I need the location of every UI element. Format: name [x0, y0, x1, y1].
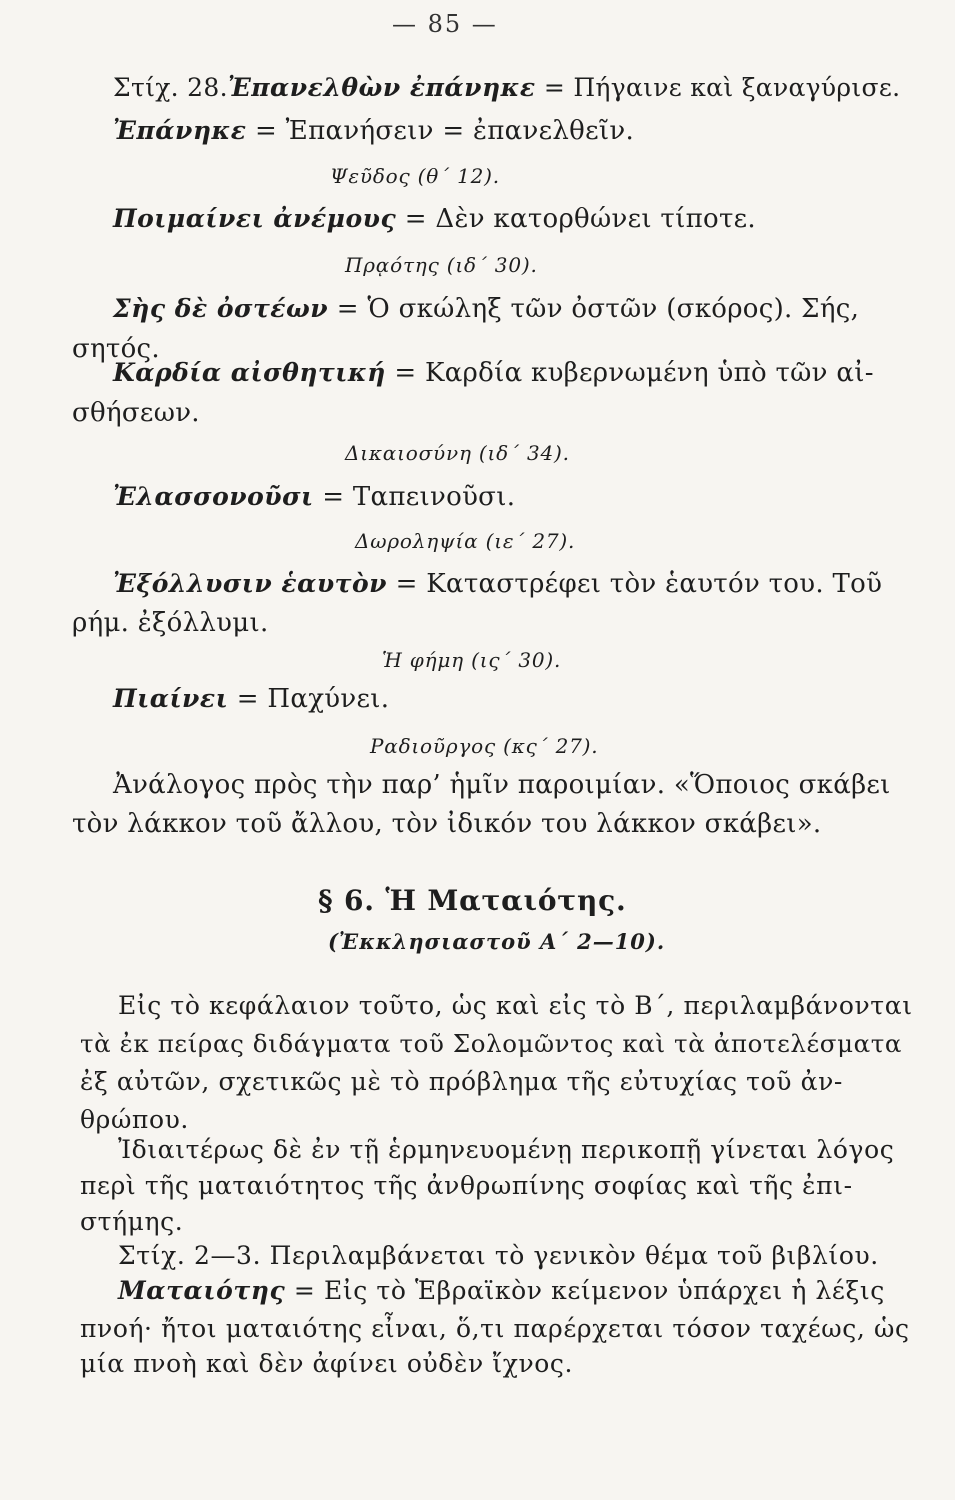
- section-heading-dorolipsia: Δωροληψία (ιε΄ 27).: [355, 529, 576, 553]
- headword: Πιαίνει: [113, 684, 229, 713]
- body-line: τὰ ἐκ πείρας διδάγματα τοῦ Σολομῶντος καὶ τὰ ἀποτελέσματα: [80, 1029, 903, 1058]
- body-line: Ἰδιαιτέρως δὲ ἐν τῇ ἑρμηνευομένῃ περικοπῇ γίνεται λόγος: [118, 1135, 895, 1164]
- definition: = Καταστρέφει τὸν ἑαυτόν του. Τοῦ: [387, 569, 883, 599]
- headword: Ποιμαίνει ἀνέμους: [113, 204, 397, 233]
- entry-sis-continued: σητός.: [72, 334, 160, 364]
- body-line: πνοή· ἤτοι ματαιότης εἶναι, ὅ,τι παρέρχεται τόσον ταχέως, ὡς: [80, 1314, 910, 1343]
- section-heading-pseudos: Ψεῦδος (θ΄ 12).: [330, 164, 500, 188]
- entry-exollysin: [113, 568, 882, 600]
- entry-piainei: [113, 683, 389, 715]
- headword: Ἐπάνηκε: [113, 116, 247, 145]
- entry-stix-28: [113, 72, 900, 104]
- headword: Σὴς δὲ ὀστέων: [113, 294, 329, 323]
- headword: Ἐπανελθὼν ἐπάνηκε: [227, 73, 536, 102]
- section-heading-praotis: Πρᾳότης (ιδ΄ 30).: [345, 253, 538, 277]
- definition: = Πήγαινε καὶ ξαναγύρισε.: [535, 73, 901, 102]
- chapter-subtitle: (Ἐκκλησιαστοῦ Α΄ 2—10).: [328, 929, 666, 954]
- entry-exollysin-continued: ρήμ. ἐξόλλυμι.: [72, 608, 269, 638]
- body-line: μία πνοὴ καὶ δὲν ἀφίνει οὐδὲν ἴχνος.: [80, 1349, 574, 1378]
- section-heading-dikaiosyni: Δικαιοσύνη (ιδ΄ 34).: [345, 441, 570, 465]
- verse-ref: Στίχ. 28.: [113, 73, 228, 102]
- entry-sis: [113, 293, 859, 325]
- headword: Ἐλασσονοῦσι: [113, 482, 314, 511]
- entry-kardia: [113, 357, 874, 389]
- entry-elassonousi: [113, 481, 515, 513]
- analogy-line-2: τὸν λάκκον τοῦ ἄλλου, τὸν ἰδικόν του λάκκον σκάβει».: [72, 809, 822, 839]
- entry-epaneke: [113, 115, 634, 147]
- body-line: ἐξ αὐτῶν, σχετικῶς μὲ τὸ πρόβλημα τῆς εὐτυχίας τοῦ ἀν-: [80, 1067, 843, 1096]
- headword: Ματαιότης: [118, 1276, 286, 1305]
- body-line: Στίχ. 2—3. Περιλαμβάνεται τὸ γενικὸν θέμα τοῦ βιβλίου.: [118, 1241, 879, 1270]
- chapter-title: § 6. Ἡ Ματαιότης.: [318, 884, 627, 917]
- body-line: θρώπου.: [80, 1105, 189, 1134]
- body-line-matai: [118, 1275, 885, 1307]
- headword: Ἐξόλλυσιν ἑαυτὸν: [113, 569, 388, 598]
- definition: = Ὁ σκώληξ τῶν ὀστῶν (σκόρος). Σής,: [328, 294, 860, 324]
- body-line: στήμης.: [80, 1207, 184, 1236]
- definition: = Παχύνει.: [228, 684, 390, 714]
- headword: Καρδία αἰσθητική: [113, 358, 386, 387]
- definition: = Ἐπανήσειν = ἐπανελθεῖν.: [246, 116, 635, 146]
- entry-kardia-continued: σθήσεων.: [72, 398, 200, 428]
- definition: = Καρδία κυβερνωμένη ὑπὸ τῶν αἰ-: [385, 358, 874, 388]
- body-line: περὶ τῆς ματαιότητος τῆς ἀνθρωπίνης σοφίας καὶ τῆς ἐπι-: [80, 1171, 853, 1200]
- entry-poimainei: [113, 203, 756, 235]
- page-number: — 85 —: [392, 10, 498, 38]
- definition: = Ταπεινοῦσι.: [313, 482, 516, 512]
- body-line: Εἰς τὸ κεφάλαιον τοῦτο, ὡς καὶ εἰς τὸ Β΄, περιλαμβάνονται: [118, 991, 913, 1020]
- analogy-line-1: Ἀνάλογος πρὸς τὴν παρ’ ἡμῖν παροιμίαν. «Ὅποιος σκάβει: [113, 770, 891, 800]
- section-heading-radiourgos: Ραδιοῦργος (κς΄ 27).: [370, 734, 599, 758]
- definition: = Εἰς τὸ Ἑβραϊκὸν κείμενον ὑπάρχει ἡ λέξις: [285, 1276, 885, 1305]
- section-heading-fimi: Ἡ φήμη (ις΄ 30).: [382, 648, 562, 672]
- definition: = Δὲν κατορθώνει τίποτε.: [396, 204, 756, 234]
